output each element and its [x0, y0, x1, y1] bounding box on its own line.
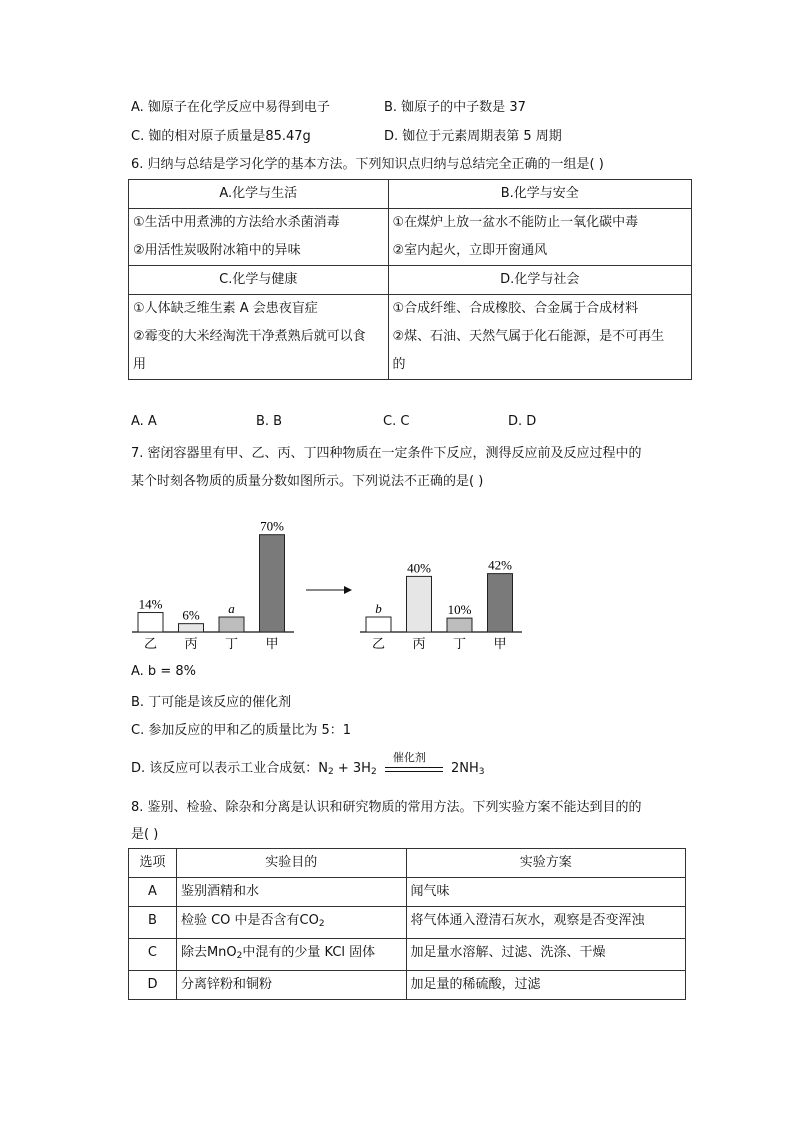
- q7-chart: [120, 510, 540, 658]
- q8-stem-line1: 8. 鉴别、检验、除杂和分离是认识和研究物质的常用方法。下列实验方案不能达到目的的: [131, 800, 642, 815]
- q7-option-b: B. 丁可能是该反应的催化剂: [131, 695, 292, 710]
- q8-row-opt: C: [129, 939, 177, 971]
- q6-option-c: C. C: [383, 414, 410, 429]
- q6-b-line1: ①在煤炉上放一盆水不能防止一氧化碳中毒: [392, 215, 639, 230]
- bar-丁: [219, 617, 244, 632]
- category-label: 丙: [412, 637, 426, 652]
- q6-d-line2: ②煤、石油、天然气属于化石能源，是不可再生: [392, 329, 665, 344]
- q6-table: [128, 179, 692, 380]
- q7-option-d-text: D. 该反应可以表示工业合成氨：N: [131, 761, 328, 776]
- bar-丙: [179, 624, 204, 632]
- q6-c-head: C.化学与健康: [129, 266, 389, 295]
- q8-header-purpose: 实验目的: [176, 849, 406, 878]
- q5-option-a: A. 铷原子在化学反应中易得到电子: [131, 100, 330, 115]
- bar-丁: [447, 618, 472, 632]
- category-label: 甲: [265, 637, 279, 652]
- q8-row-plan: 加足量水溶解、过滤、洗涤、干燥: [406, 939, 685, 971]
- q8-header-plan: 实验方案: [406, 849, 685, 878]
- category-label: 乙: [371, 637, 386, 652]
- q6-c-line3: 用: [133, 357, 147, 372]
- category-label: 丙: [184, 637, 198, 652]
- q6-option-b: B. B: [256, 414, 283, 429]
- q6-c-line1: ①人体缺乏维生素 A 会患夜盲症: [133, 301, 318, 316]
- q8-row-opt: D: [129, 971, 177, 1000]
- q8-row-purpose: 鉴别酒精和水: [176, 878, 406, 907]
- q6-c-line2: ②霉变的大米经淘洗干净煮熟后就可以食: [133, 329, 366, 344]
- q7-stem-line2: 某个时刻各物质的质量分数如图所示。下列说法不正确的是( ): [131, 474, 484, 489]
- data-label: 42%: [488, 557, 512, 573]
- bar-甲: [260, 535, 285, 632]
- arrow-icon: [306, 586, 352, 594]
- reaction-arrow: [385, 750, 443, 776]
- q6-d-head: D.化学与社会: [388, 266, 691, 295]
- q5-option-d: D. 铷位于元素周期表第 5 周期: [384, 129, 562, 144]
- q8-header-option: 选项: [129, 849, 177, 878]
- data-label: 6%: [182, 607, 200, 623]
- q8-stem-line2: 是( ): [131, 827, 159, 842]
- data-label: b: [375, 601, 382, 616]
- q7-option-d: D. 该反应可以表示工业合成氨：$N_2 + 3H_2$ 催化剂 $2NH_3$: [131, 750, 485, 777]
- bar-丙: [407, 576, 432, 632]
- q6-a-head: A.化学与生活: [129, 180, 389, 209]
- q6-b-head: B.化学与安全: [388, 180, 691, 209]
- data-label: 40%: [407, 560, 431, 576]
- q8-table: [128, 848, 686, 1000]
- q6-b-body: [388, 209, 691, 266]
- q8-row-plan: 将气体通入澄清石灰水，观察是否变浑浊: [406, 907, 685, 939]
- q7-stem-line1: 7. 密闭容器里有甲、乙、丙、丁四种物质在一定条件下反应，测得反应前及反应过程中的: [131, 446, 642, 461]
- data-label: a: [228, 601, 235, 616]
- table-row: [129, 878, 686, 907]
- q6-a-body: [129, 209, 389, 266]
- data-label: 14%: [138, 596, 163, 612]
- q6-d-line1: ①合成纤维、合成橡胶、合金属于合成材料: [392, 301, 639, 316]
- q6-b-line2: ②室内起火，立即开窗通风: [392, 243, 548, 258]
- bar-乙: [138, 613, 163, 632]
- q8-row-opt: A: [129, 878, 177, 907]
- q8-row-purpose: 分离锌粉和铜粉: [176, 971, 406, 1000]
- category-label: 甲: [493, 637, 507, 652]
- q6-a-line2: ②用活性炭吸附冰箱中的异味: [133, 243, 301, 258]
- q7-option-c: C. 参加反应的甲和乙的质量比为 5：1: [131, 723, 352, 738]
- data-label: 10%: [447, 602, 472, 618]
- q6-d-body: [388, 295, 691, 380]
- q8-row-purpose-text: 除去MnO: [180, 945, 237, 960]
- q8-row-purpose: 检验 CO 中是否含有$CO_2$: [176, 907, 406, 939]
- q6-d-line3: 的: [392, 357, 406, 372]
- category-label: 乙: [143, 637, 158, 652]
- q8-row-plan: 闻气味: [406, 878, 685, 907]
- q6-option-d: D. D: [508, 414, 537, 429]
- q6-a-line1: ①生活中用煮沸的方法给水杀菌消毒: [133, 215, 340, 230]
- data-label: 70%: [260, 518, 284, 534]
- q8-row-opt: B: [129, 907, 177, 939]
- catalyst-label: 催化剂: [392, 750, 426, 764]
- chart-during: [360, 558, 522, 652]
- q8-row-purpose-text: 检验 CO 中是否含有CO: [180, 913, 319, 928]
- q5-option-b: B. 铷原子的中子数是 37: [384, 100, 526, 115]
- q8-row-plan: 加足量的稀硫酸，过滤: [406, 971, 685, 1000]
- category-label: 丁: [452, 637, 467, 652]
- q5-option-c: C. 铷的相对原子质量是85.47g: [131, 129, 311, 144]
- q8-row-purpose: 除去MnO$_2$中混有的少量 KCl 固体: [176, 939, 406, 971]
- q7-option-a: A. b = 8%: [131, 664, 196, 679]
- bar-乙: [366, 617, 391, 632]
- table-row: [129, 971, 686, 1000]
- q7-product: 2NH: [450, 761, 479, 776]
- table-row: [129, 939, 686, 971]
- category-label: 丁: [224, 637, 239, 652]
- table-row: [129, 907, 686, 939]
- bar-甲: [488, 574, 513, 632]
- q8-row-purpose-text-b: 中混有的少量 KCl 固体: [242, 945, 376, 960]
- q6-option-a: A. A: [131, 414, 157, 429]
- chart-before: [132, 519, 294, 652]
- q6-c-body: [129, 295, 389, 380]
- q6-stem: 6. 归纳与总结是学习化学的基本方法。下列知识点归纳与总结完全正确的一组是( ): [131, 157, 604, 172]
